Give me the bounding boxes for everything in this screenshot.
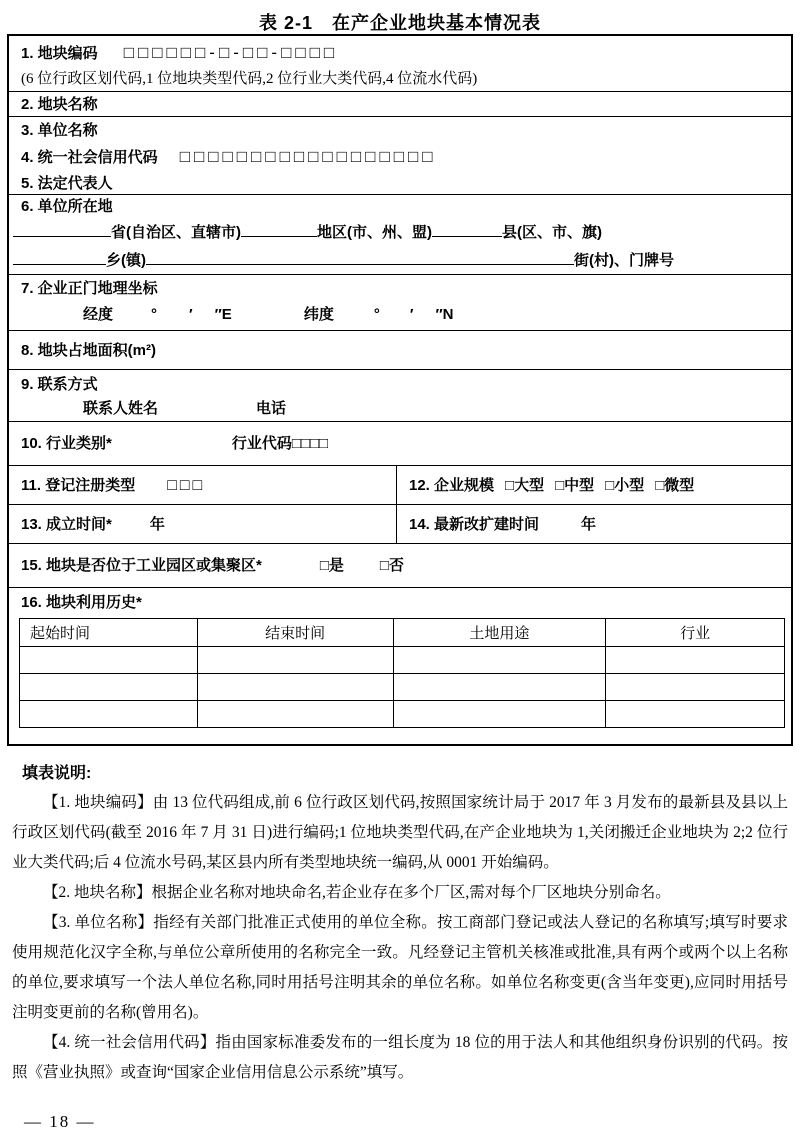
instruction-paragraph-3: 【3. 单位名称】指经有关部门批准正式使用的单位全称。按工商部门登记或法人登记的名称填写;填写时要求使用规范化汉字全称,与单位公章所使用的名称完全一致。凡经登记主管机关核准或批准,具有两个或两个以上名称的单位,要求填写一个法人单位名称,同时用括号注明其余的单位名称。如单位名称变更(含当年变更),应同时用括号注明变更前的名称(曾用名)。 bbox=[12, 914, 788, 1021]
year-unit: 年 bbox=[581, 516, 597, 533]
coordinate-line bbox=[9, 302, 791, 328]
history-empty-row bbox=[20, 647, 785, 674]
unit-location-label: 6. 单位所在地 bbox=[21, 198, 113, 215]
instructions-heading: 填表说明: bbox=[22, 765, 92, 782]
address-line-2 bbox=[9, 247, 791, 275]
second-north-symbol: ″N bbox=[435, 306, 454, 323]
row-unit-info bbox=[9, 116, 791, 194]
checkbox-option-small: □小型 bbox=[605, 477, 645, 494]
industry-category-label: 10. 行业类别* bbox=[21, 435, 112, 452]
registration-type-boxes: □□□ bbox=[167, 477, 206, 494]
street-label: 街(村)、门牌号 bbox=[574, 252, 674, 269]
blank-underline bbox=[13, 222, 111, 237]
form-table bbox=[7, 34, 793, 746]
row-establishment-times bbox=[9, 504, 791, 543]
minute-symbol: ′ bbox=[189, 306, 193, 323]
row-parcel-code bbox=[9, 36, 791, 91]
land-use-history-label: 16. 地块利用历史* bbox=[21, 594, 142, 611]
address-line-1 bbox=[9, 219, 791, 247]
row-industry-category bbox=[9, 421, 791, 465]
year-unit: 年 bbox=[149, 516, 165, 533]
page-number: — 18 — bbox=[24, 1112, 96, 1131]
row-industrial-park bbox=[9, 543, 791, 587]
history-empty-row bbox=[20, 674, 785, 701]
degree-symbol: ° bbox=[151, 306, 158, 323]
row-geo-coordinates bbox=[9, 274, 791, 330]
blank-underline bbox=[241, 222, 317, 237]
county-label: 县(区、市、旗) bbox=[502, 224, 602, 241]
checkbox-option-medium: □中型 bbox=[555, 477, 595, 494]
checkbox-option-micro: □微型 bbox=[655, 477, 695, 494]
history-header-industry: 行业 bbox=[606, 619, 785, 647]
document-title: 表 2-1 在产企业地块基本情况表 bbox=[258, 13, 541, 33]
province-label: 省(自治区、直辖市) bbox=[111, 224, 241, 241]
checkbox-option-large: □大型 bbox=[505, 477, 545, 494]
industry-code-boxes: 行业代码□□□□ bbox=[231, 435, 329, 452]
row-registration-and-scale bbox=[9, 465, 791, 504]
checkbox-option-yes: □是 bbox=[319, 557, 344, 574]
latest-rebuild-label: 14. 最新改扩建时间 bbox=[409, 516, 540, 533]
parcel-code-note: (6 位行政区划代码,1 位地块类型代码,2 位行业大类代码,4 位流水代码) bbox=[21, 71, 478, 87]
instruction-paragraph-1: 【1. 地块编码】由 13 位代码组成,前 6 位行政区划代码,按照国家统计局于 2017 年 3 月发布的最新县及县以上行政区划代码(截至 2016 年 7 月 31 日)进行编码;1 位地块类型代码,在产企业地块为 1,关闭搬迁企业地块为 2;2 位行业大类代码;后 4 位流水号码,某区县内所有类型地块统一编码,从 0001 开始编码。 bbox=[12, 794, 788, 871]
contact-label: 9. 联系方式 bbox=[21, 376, 98, 393]
credit-code-label: 4. 统一社会信用代码 bbox=[21, 149, 158, 166]
history-header-start-time: 起始时间 bbox=[20, 619, 198, 647]
row-parcel-area bbox=[9, 330, 791, 369]
instruction-paragraph-2: 【2. 地块名称】根据企业名称对地块命名,若企业存在多个厂区,需对每个厂区地块分别命名。 bbox=[43, 884, 671, 901]
row-unit-location bbox=[9, 194, 791, 274]
parcel-code-label: 1. 地块编码 bbox=[21, 45, 98, 62]
parcel-code-boxes: □□□□□□-□-□□-□□□□ bbox=[123, 43, 339, 62]
checkbox-option-no: □否 bbox=[379, 557, 404, 574]
latest-rebuild-cell bbox=[397, 505, 791, 543]
row-land-use-history bbox=[9, 587, 791, 744]
blank-underline bbox=[146, 250, 574, 265]
blank-underline bbox=[432, 222, 502, 237]
row-contact bbox=[9, 369, 791, 421]
history-empty-row bbox=[20, 701, 785, 728]
credit-code-boxes: □□□□□□□□□□□□□□□□□□ bbox=[179, 147, 437, 166]
row-parcel-name bbox=[9, 91, 791, 116]
establish-time-cell bbox=[9, 505, 397, 543]
instruction-paragraph-4: 【4. 统一社会信用代码】指由国家标准委发布的一组长度为 18 位的用于法人和其他组织身份识别的代码。按照《营业执照》或查询“国家企业信用信息公示系统”填写。 bbox=[12, 1034, 788, 1081]
history-header-end-time: 结束时间 bbox=[197, 619, 393, 647]
minute-symbol: ′ bbox=[409, 306, 414, 323]
blank-underline bbox=[13, 250, 106, 265]
latitude-label: 纬度 bbox=[303, 306, 334, 323]
history-header-row bbox=[20, 619, 785, 647]
enterprise-scale-cell bbox=[397, 466, 791, 504]
industrial-park-label: 15. 地块是否位于工业园区或集聚区* bbox=[21, 557, 262, 574]
history-header-land-use: 土地用途 bbox=[393, 619, 606, 647]
degree-symbol: ° bbox=[373, 306, 380, 323]
town-label: 乡(镇) bbox=[106, 252, 146, 269]
filling-instructions bbox=[12, 760, 788, 1088]
registration-type-label: 11. 登记注册类型 bbox=[21, 477, 136, 494]
land-use-history-table bbox=[19, 618, 785, 728]
phone-label: 电话 bbox=[256, 400, 287, 417]
contact-name-label: 联系人姓名 bbox=[83, 400, 159, 417]
longitude-label: 经度 bbox=[83, 306, 114, 323]
enterprise-scale-label: 12. 企业规模 bbox=[409, 477, 495, 494]
parcel-area-label: 8. 地块占地面积(m²) bbox=[21, 342, 157, 359]
second-east-symbol: ″E bbox=[214, 306, 232, 323]
unit-name-label: 3. 单位名称 bbox=[21, 122, 98, 139]
legal-rep-label: 5. 法定代表人 bbox=[21, 175, 113, 192]
establish-time-label: 13. 成立时间* bbox=[21, 516, 112, 533]
registration-type-cell bbox=[9, 466, 397, 504]
parcel-name-label: 2. 地块名称 bbox=[21, 96, 98, 113]
region-label: 地区(市、州、盟) bbox=[317, 224, 432, 241]
geo-coordinates-label: 7. 企业正门地理坐标 bbox=[21, 280, 158, 297]
